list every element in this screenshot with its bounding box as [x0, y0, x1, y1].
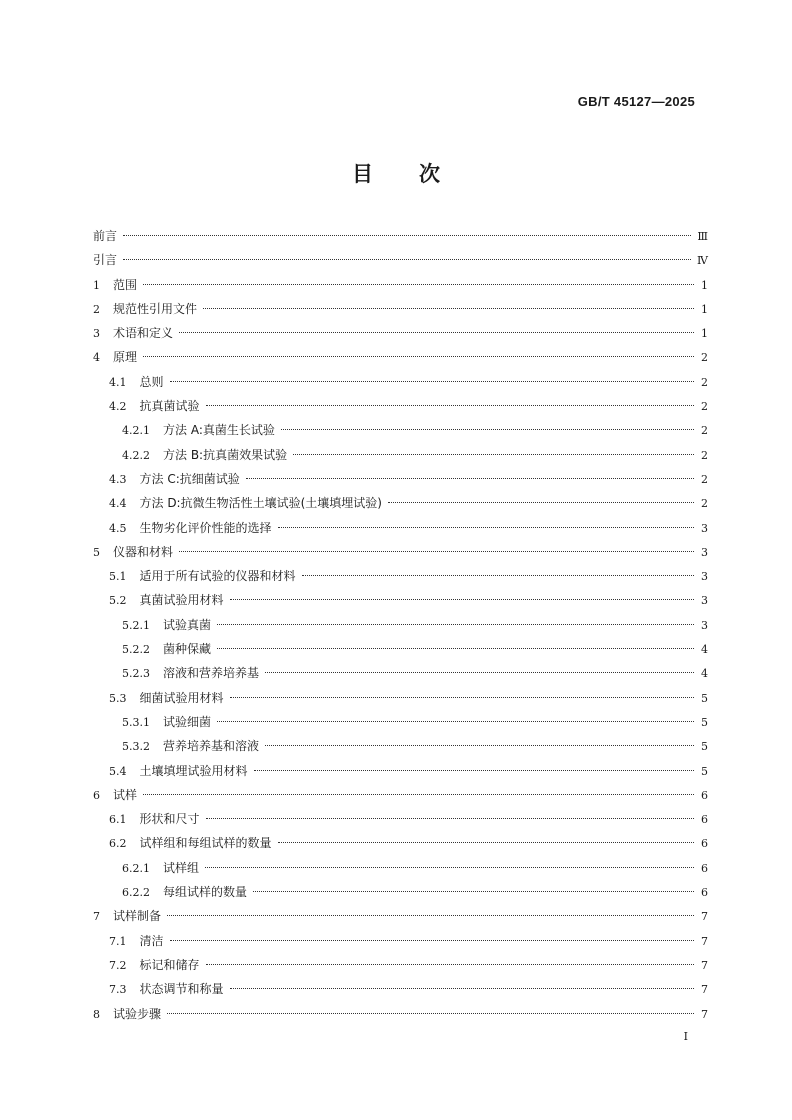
toc-entry-number: 4.5 — [109, 521, 127, 535]
toc-entry-number: 6.2.1 — [122, 861, 150, 875]
toc-entry[interactable] — [93, 421, 708, 445]
toc-entry-title: 适用于所有试验的仪器和材料 — [139, 569, 296, 584]
toc-dot-leader — [143, 284, 694, 285]
toc-entry[interactable] — [93, 373, 708, 397]
toc-entry-page: 2 — [701, 497, 708, 511]
toc-entry-page: 1 — [701, 327, 708, 341]
toc-dot-leader — [265, 672, 694, 673]
toc-dot-leader — [167, 915, 694, 916]
toc-entry[interactable] — [93, 907, 708, 931]
toc-entry[interactable] — [93, 689, 708, 713]
toc-entry-title: 范围 — [113, 277, 138, 292]
toc-entry[interactable] — [93, 956, 708, 980]
toc-entry-page: 2 — [701, 472, 708, 486]
toc-entry-page: 6 — [701, 861, 708, 875]
toc-entry[interactable] — [93, 251, 708, 275]
toc-entry-title: 生物劣化评价性能的选择 — [139, 520, 272, 535]
toc-entry-page: 2 — [701, 400, 708, 414]
page-title-char: 目 — [352, 162, 373, 186]
toc-dot-leader — [388, 502, 694, 503]
toc-entry[interactable] — [93, 543, 708, 567]
page-title-char: 次 — [419, 162, 440, 186]
toc-entry[interactable] — [93, 737, 708, 761]
toc-entry[interactable] — [93, 300, 708, 324]
toc-entry[interactable] — [93, 859, 708, 883]
toc-entry-number: 4.1 — [109, 375, 127, 389]
toc-dot-leader — [217, 721, 694, 722]
toc-entry-page: 7 — [701, 983, 708, 997]
toc-dot-leader — [281, 429, 694, 430]
toc-entry-page: 5 — [701, 715, 708, 729]
toc-entry-page: 5 — [701, 740, 708, 754]
toc-entry-page: 5 — [701, 764, 708, 778]
toc-entry-number: 3 — [93, 327, 100, 341]
toc-entry-page: 2 — [701, 375, 708, 389]
toc-entry-number: 4.4 — [109, 497, 127, 511]
toc-entry[interactable] — [93, 664, 708, 688]
toc-dot-leader — [253, 891, 694, 892]
toc-entry-title: 术语和定义 — [113, 326, 174, 341]
toc-entry-number: 8 — [93, 1007, 100, 1021]
toc-entry[interactable] — [93, 810, 708, 834]
toc-entry-title: 前言 — [93, 229, 118, 243]
toc-entry-title: 试样 — [113, 787, 138, 802]
toc-entry-page: 6 — [701, 886, 708, 900]
toc-entry-number: 5.2 — [109, 594, 127, 608]
toc-entry-number: 6 — [93, 788, 100, 802]
toc-entry-number: 5.2.3 — [122, 667, 150, 681]
toc-dot-leader — [278, 842, 694, 843]
toc-dot-leader — [230, 988, 694, 989]
toc-dot-leader — [302, 575, 694, 576]
toc-dot-leader — [123, 259, 691, 260]
toc-entry-title: 细菌试验用材料 — [139, 690, 224, 705]
toc-entry-number: 4 — [93, 351, 100, 365]
toc-entry-page: 7 — [701, 958, 708, 972]
toc-entry[interactable] — [93, 591, 708, 615]
toc-entry-title: 形状和尺寸 — [139, 812, 200, 827]
toc-entry-title: 菌种保藏 — [163, 642, 212, 657]
toc-entry-page: 7 — [701, 1007, 708, 1021]
toc-entry-page: 3 — [701, 545, 708, 559]
toc-entry[interactable] — [93, 640, 708, 664]
toc-dot-leader — [170, 381, 694, 382]
toc-entry-page: Ⅲ — [697, 230, 708, 243]
toc-entry-page: 3 — [701, 594, 708, 608]
toc-entry-page: 6 — [701, 813, 708, 827]
toc-dot-leader — [143, 794, 694, 795]
toc-dot-leader — [230, 599, 694, 600]
toc-entry-number: 1 — [93, 278, 100, 292]
toc-entry-page: 2 — [701, 424, 708, 438]
toc-entry-title: 规范性引用文件 — [113, 301, 198, 316]
toc-entry-number: 5.3 — [109, 691, 127, 705]
toc-entry[interactable] — [93, 567, 708, 591]
toc-entry-title: 每组试样的数量 — [163, 885, 248, 900]
toc-dot-leader — [265, 745, 694, 746]
toc-dot-leader — [278, 527, 694, 528]
toc-entry-title: 方法 C:抗细菌试验 — [139, 471, 240, 486]
toc-entry-number: 7.1 — [109, 934, 127, 948]
toc-entry-page: Ⅳ — [697, 254, 708, 268]
toc-entry[interactable] — [93, 348, 708, 372]
toc-entry-page: 6 — [701, 837, 708, 851]
toc-entry-title: 方法 D:抗微生物活性土壤试验(土壤填埋试验) — [139, 496, 382, 511]
toc-entry-number: 7.3 — [109, 983, 127, 997]
toc-entry-page: 6 — [701, 788, 708, 802]
standard-number: GB/T 45127—2025 — [577, 94, 695, 109]
toc-entry-title: 试验细菌 — [163, 714, 212, 729]
toc-entry-title: 标记和储存 — [139, 957, 200, 972]
toc-entry-number: 6.2 — [109, 837, 127, 851]
toc-entry[interactable] — [93, 932, 708, 956]
table-of-contents — [93, 227, 708, 1029]
toc-entry[interactable] — [93, 616, 708, 640]
toc-dot-leader — [123, 235, 691, 236]
toc-dot-leader — [167, 1013, 694, 1014]
toc-entry[interactable] — [93, 1005, 708, 1029]
toc-entry-title: 土壤填埋试验用材料 — [139, 763, 248, 778]
toc-entry-title: 清洁 — [139, 933, 164, 948]
toc-dot-leader — [205, 867, 694, 868]
toc-entry-page: 3 — [701, 570, 708, 584]
toc-entry-title: 试样制备 — [113, 909, 162, 924]
toc-entry[interactable] — [93, 276, 708, 300]
toc-dot-leader — [179, 332, 694, 333]
toc-entry-title: 状态调节和称量 — [139, 982, 224, 997]
toc-dot-leader — [230, 697, 694, 698]
toc-entry[interactable] — [93, 834, 708, 858]
toc-entry-page: 3 — [701, 618, 708, 632]
toc-entry-number: 5 — [93, 545, 100, 559]
toc-entry[interactable] — [93, 519, 708, 543]
toc-entry-title: 原理 — [113, 350, 138, 365]
toc-entry-number: 5.3.1 — [122, 715, 150, 729]
toc-entry-page: 1 — [701, 278, 708, 292]
toc-entry[interactable] — [93, 980, 708, 1004]
toc-dot-leader — [217, 648, 694, 649]
toc-dot-leader — [206, 964, 694, 965]
toc-entry[interactable] — [93, 227, 708, 251]
toc-entry-page: 7 — [701, 934, 708, 948]
toc-entry-title: 方法 B:抗真菌效果试验 — [163, 447, 288, 462]
toc-entry-title: 试样组 — [163, 860, 200, 875]
toc-entry-number: 5.4 — [109, 764, 127, 778]
toc-dot-leader — [254, 770, 694, 771]
toc-entry-number: 4.3 — [109, 472, 127, 486]
toc-entry-title: 总则 — [139, 374, 164, 389]
toc-entry-number: 4.2 — [109, 400, 127, 414]
toc-entry-page: 4 — [701, 643, 708, 657]
toc-entry-title: 引言 — [93, 253, 118, 268]
toc-dot-leader — [170, 940, 694, 941]
toc-entry-number: 5.2.1 — [122, 618, 150, 632]
toc-entry-page: 5 — [701, 691, 708, 705]
toc-entry[interactable] — [93, 397, 708, 421]
toc-entry-title: 真菌试验用材料 — [139, 593, 224, 608]
toc-dot-leader — [203, 308, 694, 309]
toc-entry-number: 2 — [93, 302, 100, 316]
toc-dot-leader — [246, 478, 694, 479]
toc-entry[interactable] — [93, 762, 708, 786]
toc-entry-page: 4 — [701, 667, 708, 681]
toc-entry-title: 溶液和营养培养基 — [163, 666, 260, 681]
toc-entry-title: 试样组和每组试样的数量 — [139, 836, 272, 851]
toc-entry-number: 5.3.2 — [122, 740, 150, 754]
toc-dot-leader — [206, 405, 694, 406]
toc-entry-page: 2 — [701, 351, 708, 365]
toc-entry[interactable] — [93, 786, 708, 810]
toc-entry[interactable] — [93, 494, 708, 518]
toc-dot-leader — [217, 624, 694, 625]
toc-entry-title: 抗真菌试验 — [139, 399, 200, 414]
toc-dot-leader — [293, 454, 694, 455]
toc-entry-page: 7 — [701, 910, 708, 924]
toc-entry-title: 试验步骤 — [113, 1006, 162, 1021]
toc-dot-leader — [206, 818, 694, 819]
toc-dot-leader — [143, 356, 694, 357]
toc-entry[interactable] — [93, 446, 708, 470]
toc-entry-page: 3 — [701, 521, 708, 535]
toc-entry-number: 4.2.2 — [122, 448, 150, 462]
toc-entry-number: 6.2.2 — [122, 886, 150, 900]
toc-entry-title: 仪器和材料 — [113, 544, 174, 559]
toc-entry-number: 6.1 — [109, 813, 127, 827]
toc-entry-number: 7.2 — [109, 958, 127, 972]
toc-entry-title: 方法 A:真菌生长试验 — [163, 423, 275, 438]
toc-entry[interactable] — [93, 324, 708, 348]
toc-entry-number: 7 — [93, 910, 100, 924]
toc-entry-number: 5.2.2 — [122, 643, 150, 657]
toc-dot-leader — [179, 551, 694, 552]
toc-entry-title: 试验真菌 — [163, 617, 212, 632]
toc-entry-page: 1 — [701, 302, 708, 316]
toc-entry-number: 5.1 — [109, 570, 127, 584]
page-title — [0, 158, 792, 188]
toc-entry[interactable] — [93, 883, 708, 907]
toc-entry-number: 4.2.1 — [122, 424, 150, 438]
toc-entry-page: 2 — [701, 448, 708, 462]
toc-entry[interactable] — [93, 713, 708, 737]
toc-entry[interactable] — [93, 470, 708, 494]
toc-entry-title: 营养培养基和溶液 — [163, 739, 260, 754]
page-number: I — [683, 1030, 688, 1043]
